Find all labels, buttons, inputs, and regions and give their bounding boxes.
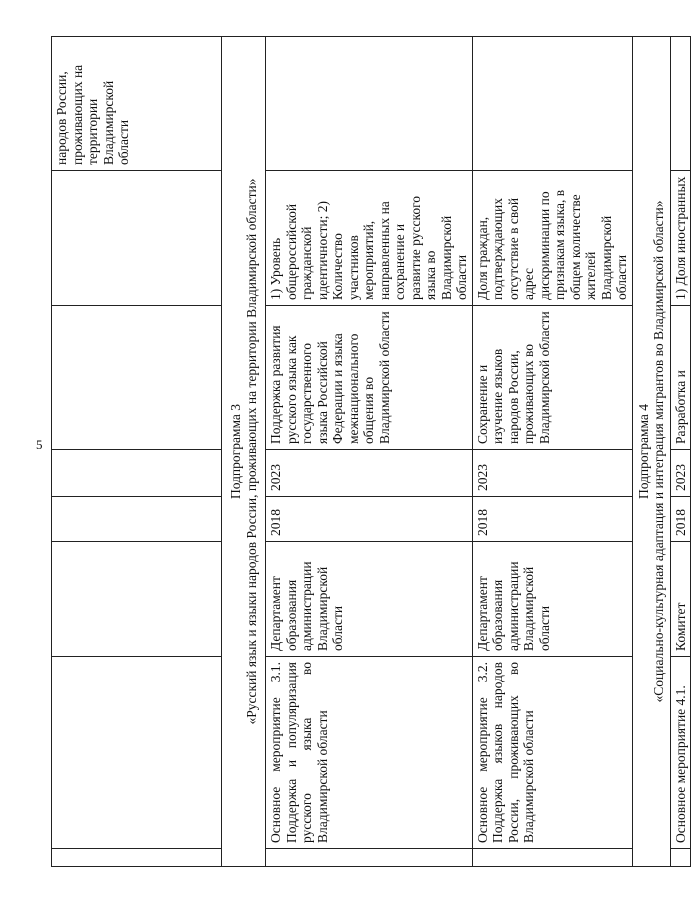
result-cell: Разработка и <box>670 306 691 450</box>
subprogram-3-header <box>222 37 266 867</box>
table-cell <box>52 306 222 450</box>
table-cell <box>670 37 691 171</box>
subprogram-4-subtitle: «Социально-культурная адаптация и интеграция мигрантов во Владимирской области» <box>651 200 667 703</box>
table-row <box>266 37 473 867</box>
start-year-cell: 2018 <box>472 497 632 542</box>
table-cell <box>266 37 473 171</box>
table-row <box>670 37 691 867</box>
executor-cell: Департамент образования администрации Владимирской области <box>472 542 632 657</box>
table-cell <box>52 450 222 497</box>
page-number: 5 <box>36 437 43 452</box>
table-cell <box>52 849 222 867</box>
activity-cell: Основное мероприятие 3.2. Поддержка языков народов России, проживающих во Владимирской области <box>472 657 632 849</box>
table-row <box>52 37 222 867</box>
indicator-cell: 1) Доля иностранных <box>670 171 691 306</box>
activity-cell: Основное мероприятие 3.1. Поддержка и популяризация русского языка во Владимирской области <box>266 657 473 849</box>
start-year-cell: 2018 <box>266 497 473 542</box>
end-year-cell: 2023 <box>266 450 473 497</box>
table-cell <box>670 849 691 867</box>
indicator-cell: Доля граждан, подтверждающих отсутствие в свой адрес дискриминации по признакам языка, в общем количестве жителей Владимирской области <box>472 171 632 306</box>
program-table <box>51 36 691 867</box>
table-cell <box>52 657 222 849</box>
subprogram-3-subtitle: «Русский язык и языки народов России, проживающих на территории Владимирской области» <box>243 178 259 725</box>
table-cell <box>52 497 222 542</box>
subprogram-header-row <box>222 37 266 867</box>
result-cell: Сохранение и изучение языков народов России, проживающих во Владимирской области <box>472 306 632 450</box>
start-year-cell: 2018 <box>670 497 691 542</box>
end-year-cell: 2023 <box>670 450 691 497</box>
subprogram-4-header <box>632 37 670 867</box>
indicator-cell: 1) Уровень общероссийской гражданской идентичности; 2) Количество участников мероприятий, направленных на сохранение и развитие русского языка во Владимирской области <box>266 171 473 306</box>
activity-cell: Основное мероприятие 4.1. <box>670 657 691 849</box>
result-cell: Поддержка развития русского языка как государственного языка Российской Федерации и языка межнационального общения во Владимирской области <box>266 306 473 450</box>
subprogram-header-row <box>632 37 670 867</box>
table-cell <box>472 849 632 867</box>
table-cell <box>472 37 632 171</box>
table-row <box>472 37 632 867</box>
table-cell <box>52 171 222 306</box>
executor-cell: Комитет <box>670 542 691 657</box>
end-year-cell: 2023 <box>472 450 632 497</box>
table-cell <box>266 849 473 867</box>
subprogram-3-title: Подпрограмма 3 <box>227 403 243 500</box>
table-cell <box>52 542 222 657</box>
executor-cell: Департамент образования администрации Владимирской области <box>266 542 473 657</box>
continued-indicator-cell: народов России, проживающих на территории Владимирской области <box>52 37 222 171</box>
subprogram-4-title: Подпрограмма 4 <box>635 403 651 500</box>
rotated-table-container <box>51 37 688 867</box>
